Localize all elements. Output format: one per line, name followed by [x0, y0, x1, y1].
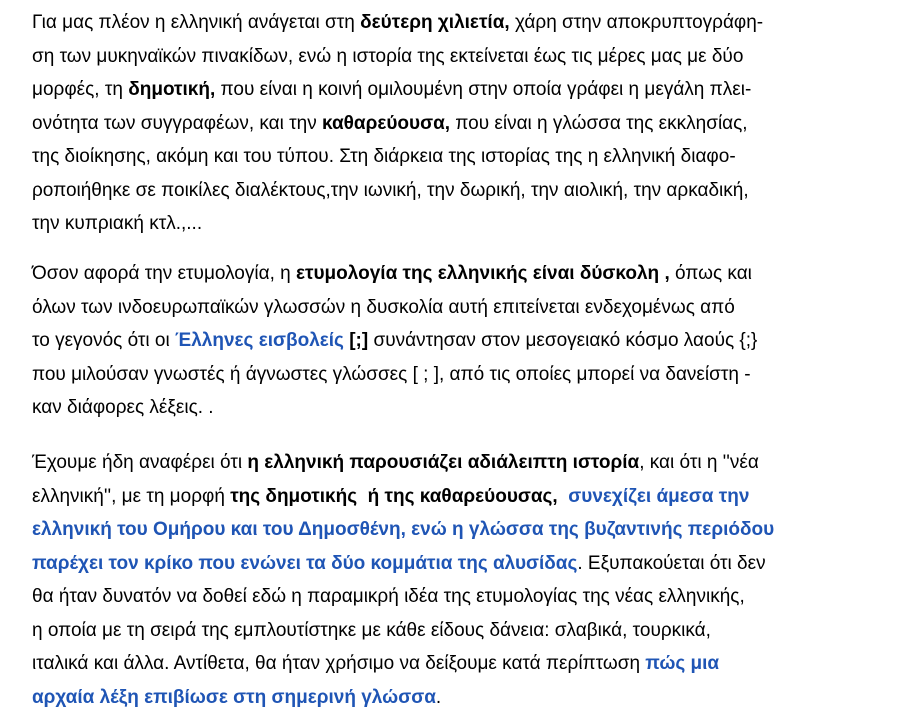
- text-segment: ση των μυκηναϊκών πινακίδων, ενώ η ιστορία της εκτείνεται έως τις μέρες μας με δύο: [32, 45, 744, 67]
- text-segment: , και ότι η ''νέα: [639, 452, 759, 473]
- bold-text: η ελληνική παρουσιάζει αδιάλειπτη ιστορία: [247, 452, 640, 473]
- link-text[interactable]: συνεχίζει άμεσα την: [568, 485, 750, 507]
- text-line: [32, 146, 736, 168]
- text-segment: μορφές, τη: [32, 79, 129, 100]
- text-line: [32, 213, 202, 235]
- text-line: [32, 12, 763, 34]
- bold-text: ετυμολογία της ελληνικής είναι δύσκολη ,: [296, 263, 670, 284]
- text-line: [32, 452, 759, 474]
- text-line: [32, 586, 745, 608]
- text-segment: που είναι η κοινή ομιλουμένη στην οποία γράφει η μεγάλη πλει-: [215, 79, 752, 100]
- text-segment: ονότητα των συγγραφέων, και την: [32, 112, 322, 134]
- text-segment: ελληνική'', με τη μορφή: [32, 485, 231, 507]
- text-segment: όπως και: [669, 263, 752, 284]
- link-text[interactable]: αρχαία λέξη επιβίωσε στη σημερινή γλώσσα: [32, 686, 436, 708]
- text-segment: . Εξυπακούεται ότι δεν: [577, 552, 766, 574]
- text-segment: της διοίκησης, ακόμη και του τύπου. Στη διάρκεια της ιστορίας της η ελληνική διαφο-: [32, 146, 736, 167]
- text-segment: Για μας πλέον η ελληνική ανάγεται στη: [32, 12, 361, 33]
- text-line: [32, 364, 751, 386]
- text-segment: Έχουμε ήδη αναφέρει ότι: [32, 452, 248, 473]
- text-line: [32, 297, 735, 319]
- bold-text: δημοτική,: [128, 79, 216, 100]
- text-line: [32, 553, 766, 575]
- bold-text: [;]: [349, 330, 369, 351]
- link-text[interactable]: πώς μια: [645, 653, 720, 674]
- text-segment: καν διάφορες λέξεις. .: [32, 397, 214, 418]
- text-line: [32, 180, 749, 202]
- text-line: [32, 46, 743, 68]
- text-line: [32, 397, 214, 419]
- text-segment: το γεγονός ότι οι: [32, 330, 175, 351]
- text-line: [32, 79, 751, 101]
- text-line: [32, 263, 752, 285]
- text-segment: ιταλικά και άλλα. Αντίθετα, θα ήταν χρήσιμο να δείξουμε κατά περίπτωση: [32, 653, 646, 674]
- text-segment: Όσον αφορά την ετυμολογία, η: [32, 263, 296, 284]
- text-segment: την κυπριακή κτλ.,...: [32, 213, 203, 234]
- bold-text: της δημοτικής ή της καθαρεύουσας,: [230, 485, 558, 507]
- text-segment: ροποιήθηκε σε ποικίλες διαλέκτους,την ιωνική, την δωρική, την αιολική, την αρκαδική,: [32, 179, 749, 201]
- text-segment: που είναι η γλώσσα της εκκλησίας,: [450, 112, 748, 134]
- text-line: [32, 653, 719, 675]
- text-line: [32, 620, 711, 642]
- link-text[interactable]: παρέχει τον κρίκο που ενώνει τα δύο κομμάτια της αλυσίδας: [32, 552, 578, 574]
- text-segment: θα ήταν δυνατόν να δοθεί εδώ η παραμικρή ιδέα της ετυμολογίας της νέας ελληνικής,: [32, 586, 745, 607]
- text-segment: που μιλούσαν γνωστές ή άγνωστες γλώσσες [ ; ], από τις οποίες μπορεί να δανείστη -: [32, 363, 751, 385]
- link-text[interactable]: Έλληνες εισβολείς: [175, 330, 344, 351]
- bold-text: δεύτερη χιλιετία,: [360, 12, 510, 33]
- text-line: [32, 330, 757, 352]
- text-segment: συνάντησαν στον μεσογειακό κόσμο λαούς {;}: [368, 330, 758, 351]
- text-segment: .: [435, 686, 442, 708]
- text-line: [32, 519, 774, 541]
- text-line: [32, 486, 749, 508]
- text-segment: [558, 486, 569, 507]
- text-segment: η οποία με τη σειρά της εμπλουτίστηκε με κάθε είδους δάνεια: σλαβικά, τουρκικά,: [32, 619, 711, 641]
- text-segment: όλων των ινδοευρωπαϊκών γλωσσών η δυσκολία αυτή επιτείνεται ενδεχομένως από: [32, 296, 735, 318]
- link-text[interactable]: ελληνική του Ομήρου και του Δημοσθένη, ενώ η γλώσσα της βυζαντινής περιόδου: [32, 519, 775, 540]
- text-line: [32, 113, 748, 135]
- bold-text: καθαρεύουσα,: [321, 112, 451, 134]
- text-line: [32, 687, 441, 709]
- text-segment: χάρη στην αποκρυπτογράφη-: [509, 12, 764, 33]
